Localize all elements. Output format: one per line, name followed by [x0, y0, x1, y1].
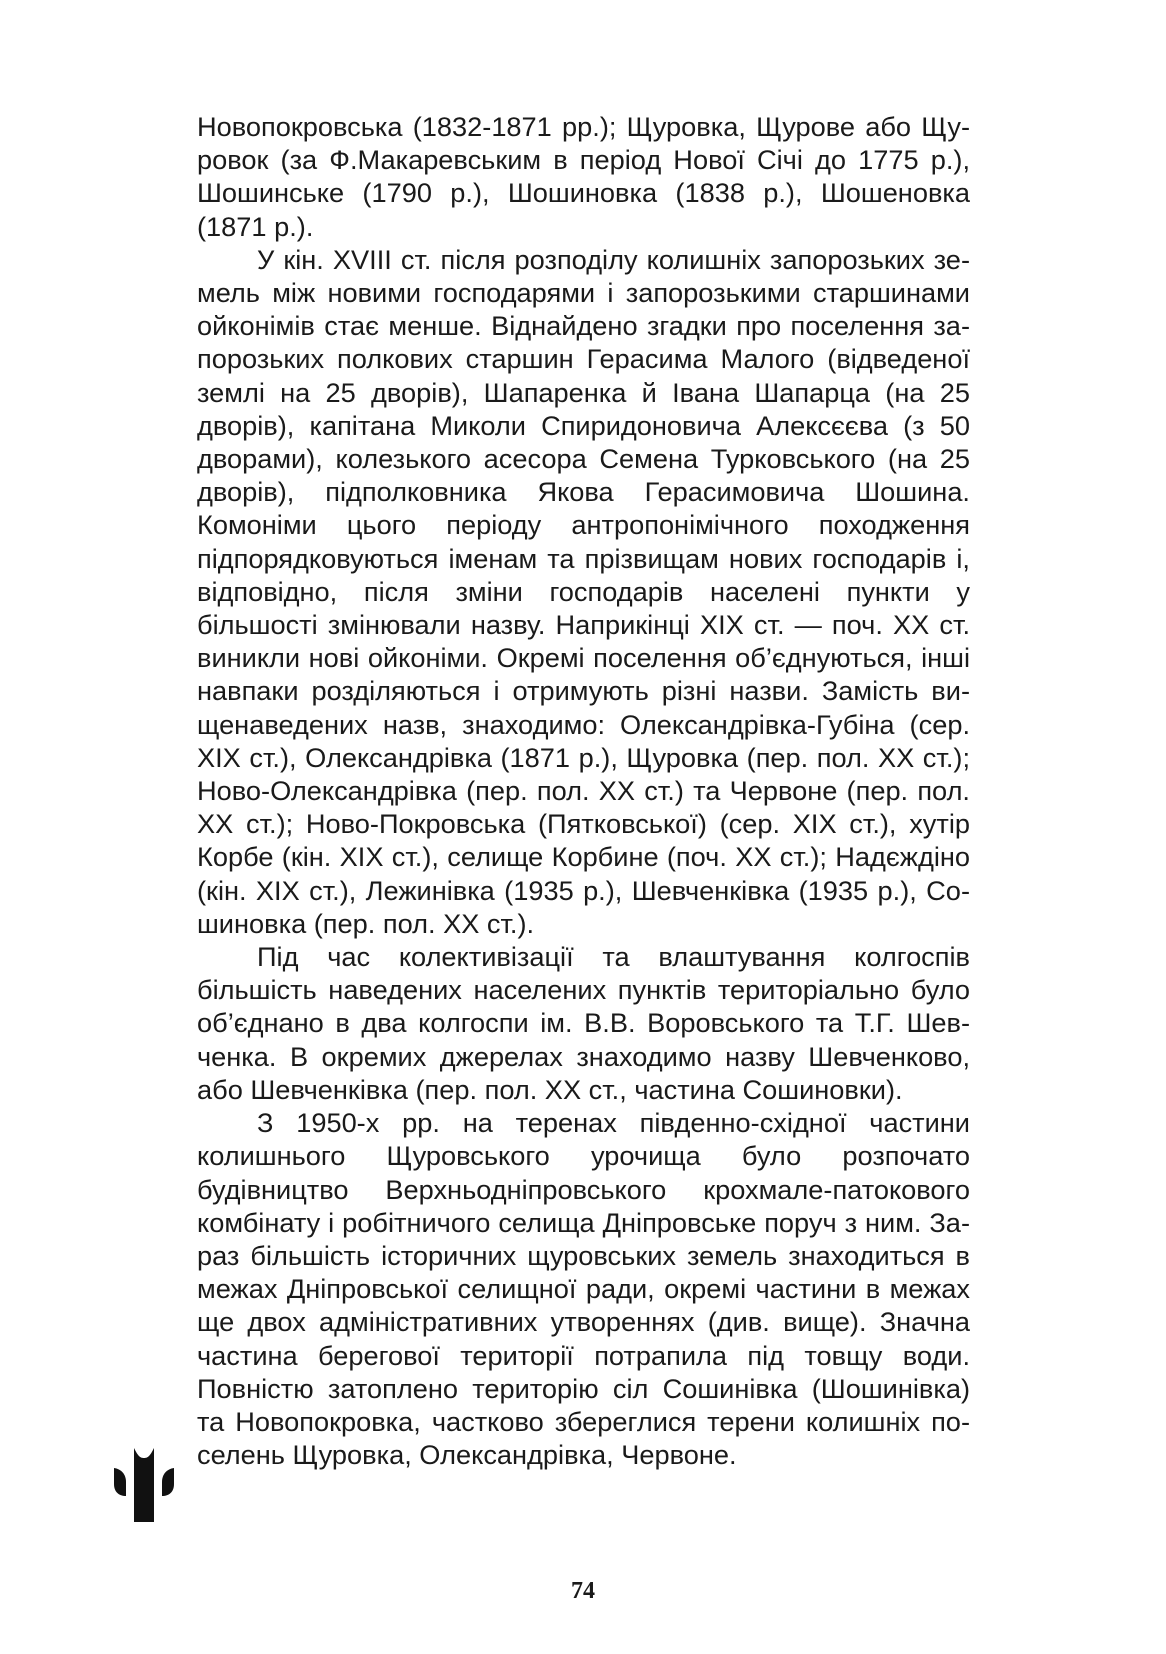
page-number: 74: [571, 1578, 595, 1604]
paragraph-continuation: Новопокровська (1832-1871 рр.); Щуровка, Щурове або Щуровок (за Ф.Макаревським в період Нової Січі до 1775 р.), Шошинське (1790 р.), Шошиновка (1838 р.), Шошеновка (1871 р.).: [197, 111, 970, 242]
paragraph-collectivization: Під час колективізації та влаштування колгоспів більшість наведених населених пунктів територіально було об’єднано в два колгоспи ім. В.В. Воровського та Т.Г. Шевченка. В окремих джерелах знаходимо назву Шевченково, або Шевченківка (пер. пол. XX ст., частина Сошиновки).: [197, 941, 970, 1105]
paragraph-18th-century: У кін. XVIII ст. після розподілу колишніх запорозьких земель між новими господарями і запорозькими старшинами ойконімів стає менше. Віднайдено згадки про поселення запорозьких полкових старшин Герасима Малого (відведеної землі на 25 дворів), Шапаренка й Івана Шапарца (на 25 дворів), капітана Миколи Спиридоновича Алексєєва (з 50 дворами), колезького асесора Семена Турковського (на 25 дворів), підполковника Якова Герасимовича Шошина. Комоніми цього періоду антропонімічного походження підпорядковуються іменам та прізвищам нових господарів і, відповідно, після зміни господарів населені пункти у більшості змінювали назву. Наприкінці XIX ст. — поч. XX ст. виникли нові ойконіми. Окремі поселення об’єднуються, інші навпаки розділяються і отримують різні назви. Замість вищенаведених назв, знаходимо: Олександрівка-Губіна (сер. XIX ст.), Олександрівка (1871 р.), Щуровка (пер. пол. XX ст.); Ново-Олександрівка (пер. пол. XX ст.) та Червоне (пер. пол. XX ст.); Ново-Покровська (Пятковської) (сер. XIX ст.), хутір Корбе (кін. XIX ст.), селище Корбине (поч. XX ст.); Надєждіно (кін. XIX ст.), Лежинівка (1935 р.), Шевченківка (1935 р.), Сошиновка (пер. пол. XX ст.).: [197, 243, 970, 939]
paragraph-1950s: З 1950-х рр. на теренах південно-східної частини колишнього Щуровського урочища було розпочато будівництво Верхньодніпровського крохмале-патокового комбінату і робітничого селища Дніпровське поруч з ним. Зараз більшість історичних щуровських земель знаходиться в межах Дніпровської селищної ради, окремі частини в межах ще двох адміністративних утвореннях (див. вище). Значна частина берегової території потрапила під товщу води. Повністю затоплено територію сіл Сошинівка (Шошинівка) та Новопокровка, частково збереглися терени колишніх поселень Щуровка, Олександрівка, Червоне.: [197, 1107, 970, 1471]
folk-ornament-icon: [112, 1448, 176, 1522]
body-text: [197, 110, 970, 1471]
